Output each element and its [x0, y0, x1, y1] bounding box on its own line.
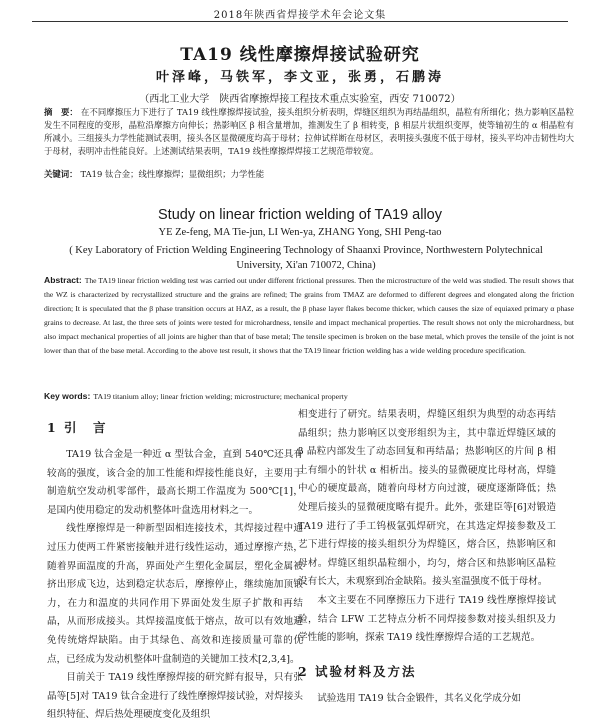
intro-paragraph-1: TA19 钛合金是一种近 α 型钛合金，直到 540℃还具有较高的强度，该合金的加工性能和焊接性能良好，主要用于制造航空发动机零部件，最高长期工作温度为 500℃[1]，是国内使用稳定的发动机整体叶盘选用材料之一。: [47, 449, 303, 516]
intro-paragraph-3: 目前关于 TA19 线性摩擦焊接的研究鲜有报导，只有张晶等[5]对 TA19 钛合金进行了线性摩擦焊接试验，对焊接头组织特征、焊后热处理硬度变化及组织: [47, 672, 303, 721]
chinese-keywords-text: TA19 钛合金；线性摩擦焊；显微组织；力学性能: [80, 169, 265, 179]
chinese-keywords: [44, 168, 574, 180]
intro-paragraph-2: 线性摩擦焊是一种新型固相连接技术，其焊接过程中通过压力使两工件紧密接触并进行线性运动，通过摩擦产热，随着界面温度的升高，界面处产生塑化金属层，塑化金属被挤出形成飞边，达到稳定状态后，摩擦停止，继续施加顶锻力，在力和温度的共同作用下界面处发生原子扩散和再结晶，从而形成接头。其焊接温度低于熔点，故可以有效地避免传统熔焊缺陷。由于其绿色、高效和连接质量可靠的优点，已经成为发动机整体叶盘制造的关键加工技术[2,3,4]。: [47, 523, 303, 665]
section-2-heading: 2 试验材料及方法: [298, 663, 417, 679]
header-rule: [32, 21, 568, 22]
chinese-abstract-label: 摘 要：: [44, 107, 78, 117]
english-abstract: [44, 274, 574, 357]
chinese-abstract-text: 在不同摩擦压力下进行了 TA19 线性摩擦焊接试验，接头组织分析表明，焊缝区组织为再结晶组织，晶粒有所细化；热力影响区晶粒发生不同程度的变形，晶粒沿摩擦方向伸长；热影响区 β 相含量增加，推测发生了 β 相转变，β 相层片状组织变厚，使等轴初生的 α 相晶粒有所减小。三组接头力学性能测试表明，接头各区显微硬度均高于母材；拉伸试样断在母材区，表明接头强度不低于母材，接头平均冲击韧性均大于母材，表明冲击性能良好。上述测试结果表明，TA19 线性摩擦焊焊接工艺规范带较宽。: [44, 107, 575, 156]
chinese-abstract: [44, 106, 574, 158]
english-keywords-text: TA19 titanium alloy; linear friction welding; microstructure; mechanical property: [93, 392, 348, 401]
english-authors: YE Ze-feng, MA Tie-jun, LI Wen-ya, ZHANG Yong, SHI Peng-tao: [158, 227, 442, 238]
intro-paragraph-continued: 相变进行了研究。结果表明，焊缝区组织为典型的动态再结晶组织；热力影响区以变形组织为主，其中靠近焊缝区域的 β 晶粒内部发生了动态回复和再结晶；热影响区的片间 β 相上有细小的针状 α 相析出。接头的显微硬度比母材高，焊缝中心的硬度最高，随着向母材方向过渡，硬度逐渐降低；热处理后接头的显微硬度略有提升。此外，张建臣等[6]对锻造 TA19 进行了手工钨极氩弧焊研究，在其选定焊接参数及工艺下进行焊接的接头组织分为焊缝区，熔合区，热影响区和母材。焊缝区组织晶粒细小，均匀，熔合区和热影响区晶粒没有长大，未观察到冶金缺陷。接头室温强度不低于母材。: [298, 409, 556, 588]
right-column: [298, 406, 556, 708]
intro-paragraph-4: 本文主要在不同摩擦压力下进行 TA19 线性摩擦焊接试验，结合 LFW 工艺特点分析不同焊接参数对接头组织及力学性能的影响，探索 TA19 线性摩擦焊合适的工艺规范。: [298, 594, 556, 644]
methods-paragraph-1: 试验选用 TA19 钛合金锻件，其名义化学成分如: [317, 692, 521, 704]
english-abstract-text: The TA19 linear friction welding test was carried out under different frictional pressures. Then the microstructure of the weld was studied. The result shows that the WZ is characterized by recrystallized structure and the grains are refined; The grains from TMAZ are deformed to different degrees and elongated along the friction direction; It is speculated that the β phase transition occurs at HAZ, as a result, the β phase layer flakes become thicker, which causes the size of equiaxed primary α phase grains to decrease. At last, the three sets of joints were tested for microhardness, tensile and impact mechanical properties. The result shows not only the microhardness, but also impact mechanical properties of all joints are higher than that of base metal; The tensile specimen is broken on the base metal, which proves the tensile of the joint is not lower than that of the base metal. According to the above test result, it shows that the TA19 linear friction welding has a wide welding procedure specification.: [44, 276, 574, 355]
section-1-heading: 1 引 言: [47, 420, 108, 435]
english-affiliation: ( Key Laboratory of Friction Welding Engineering Technology of Shaanxi Province, Northwestern Polytechnical University, Xi'an 710072, China): [69, 245, 543, 271]
chinese-keywords-label: 关键词：: [44, 169, 78, 179]
chinese-title: TA19 线性摩擦焊接试验研究: [180, 45, 420, 65]
left-column: [47, 412, 303, 725]
chinese-affiliation: （西北工业大学 陕西省摩擦焊接工程技术重点实验室，西安 710072）: [139, 94, 461, 105]
running-header: 2018年陕西省焊接学术年会论文集: [213, 10, 387, 21]
english-keywords-label: Key words:: [44, 391, 91, 401]
english-keywords: [44, 391, 574, 401]
chinese-authors: 叶泽峰，马铁军，李文亚，张勇，石鹏涛: [155, 70, 444, 85]
english-title: Study on linear friction welding of TA19 alloy: [158, 207, 442, 223]
english-abstract-label: Abstract:: [44, 275, 82, 285]
